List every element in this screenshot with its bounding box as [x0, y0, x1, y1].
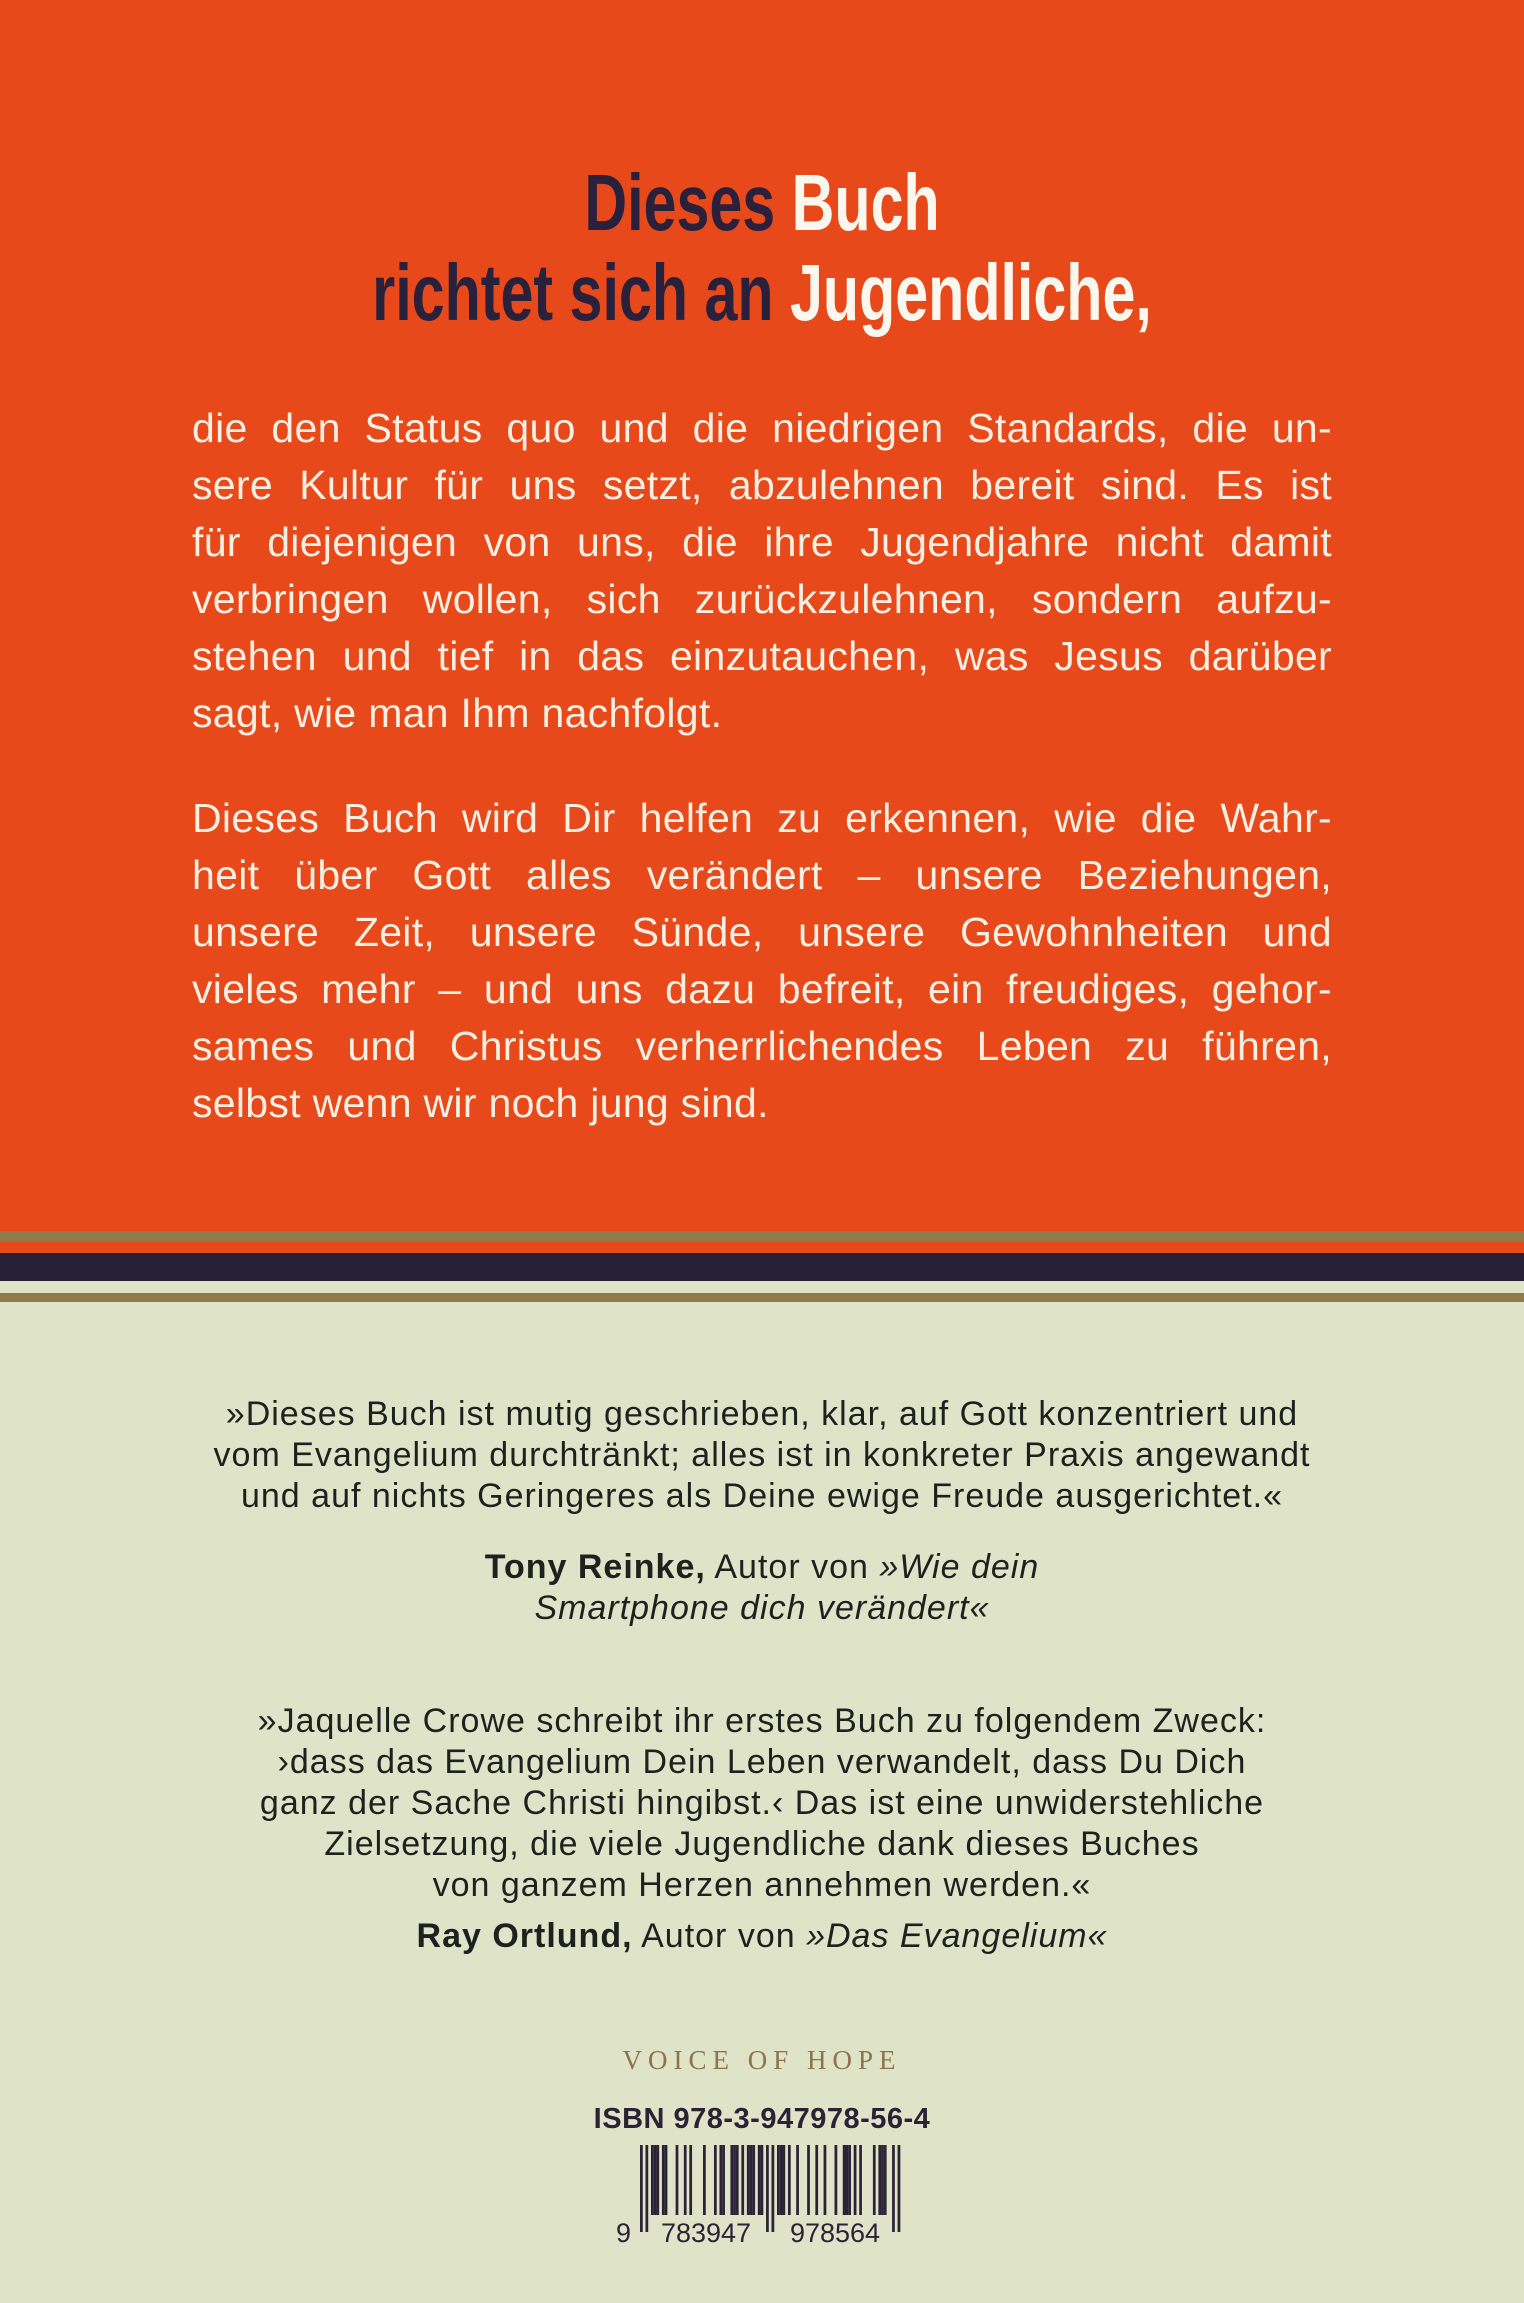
author-name: Ray Ortlund, — [416, 1917, 633, 1955]
blurb-text — [192, 400, 1332, 1132]
quote-line: ganz der Sache Christi hingibst.‹ Das ist eine unwiderstehliche — [259, 1784, 1265, 1822]
blurb-line: Dieses Buch wird Dir helfen zu erkennen, wie die Wahr- — [192, 795, 1332, 841]
blurb-line: sere Kultur für uns setzt, abzulehnen bereit sind. Es ist — [192, 462, 1332, 508]
publisher-wordmark: VOICE OF HOPE — [622, 2045, 902, 2075]
quote-attribution-1 — [0, 1547, 1524, 1629]
blurb-line: selbst wenn wir noch jung sind. — [192, 1080, 769, 1126]
title-line1-dark: Dieses — [584, 158, 792, 247]
author-role: Autor von — [632, 1917, 807, 1955]
attribution-line — [0, 1916, 1524, 1957]
attribution-line — [0, 1547, 1524, 1588]
blurb-line: die den Status quo und die niedrigen Standards, die un- — [192, 405, 1332, 451]
book-reference-line-2: Smartphone dich verändert« — [534, 1589, 990, 1627]
blurb-line: vieles mehr – und uns dazu befreit, ein freudiges, gehor- — [192, 966, 1332, 1012]
ean13-barcode — [612, 2145, 912, 2247]
book-reference: »Das Evangelium« — [806, 1917, 1108, 1955]
book-title — [198, 158, 1326, 338]
svg-text:783947: 783947 — [660, 2218, 752, 2247]
blurb-line: verbringen wollen, sich zurückzulehnen, sondern aufzu- — [192, 576, 1332, 622]
stripe-orange-thin — [0, 1242, 1524, 1253]
blurb-paragraph-2 — [192, 790, 1332, 1132]
author-role: Autor von — [705, 1548, 880, 1586]
quote-attribution-2 — [0, 1916, 1524, 1957]
title-line2-light: Jugendliche, — [789, 248, 1152, 337]
quote-line: und auf nichts Geringeres als Deine ewige Freude ausgerichtet.« — [240, 1477, 1283, 1515]
blurb-line: sagt, wie man Ihm nachfolgt. — [192, 690, 723, 736]
blurb-line: heit über Gott alles verändert – unsere Beziehungen, — [192, 852, 1332, 898]
quote-line: von ganzem Herzen annehmen werden.« — [432, 1866, 1092, 1904]
title-line-2 — [198, 248, 1326, 338]
isbn-text: ISBN 978-3-947978-56-4 — [593, 2103, 931, 2135]
stripe-gold-bottom — [0, 1293, 1524, 1302]
stripe-gold-top — [0, 1231, 1524, 1242]
author-name: Tony Reinke, — [484, 1548, 706, 1586]
barcode-area — [0, 2145, 1524, 2252]
endorsements-panel — [0, 1302, 1524, 2252]
title-line1-light: Buch — [791, 158, 940, 247]
svg-text:978564: 978564 — [789, 2218, 881, 2247]
stripe-cream-thin — [0, 1281, 1524, 1293]
stripe-navy — [0, 1253, 1524, 1281]
quote-line: »Dieses Buch ist mutig geschrieben, klar, auf Gott konzentriert und — [225, 1395, 1299, 1433]
book-reference: »Wie dein — [879, 1548, 1040, 1586]
quote-line: Zielsetzung, die viele Jugendliche dank dieses Buches — [324, 1825, 1200, 1863]
endorsement-quote-2 — [0, 1701, 1524, 1906]
svg-text:9: 9 — [616, 2218, 632, 2247]
title-line-1 — [198, 158, 1326, 248]
blurb-paragraph-1 — [192, 400, 1332, 742]
blurb-line: stehen und tief in das einzutauchen, was Jesus darüber — [192, 633, 1332, 679]
quote-line: vom Evangelium durchtränkt; alles ist in konkreter Praxis angewandt — [213, 1436, 1311, 1474]
blurb-line: unsere Zeit, unsere Sünde, unsere Gewohnheiten und — [192, 909, 1332, 955]
blurb-line: für diejenigen von uns, die ihre Jugendjahre nicht damit — [192, 519, 1332, 565]
quote-line: »Jaquelle Crowe schreibt ihr erstes Buch zu folgendem Zweck: — [257, 1702, 1267, 1740]
title-line2-dark: richtet sich an — [372, 248, 790, 337]
quote-line: ›dass das Evangelium Dein Leben verwandelt, dass Du Dich — [277, 1743, 1247, 1781]
endorsement-quote-1 — [0, 1302, 1524, 1517]
blurb-line: sames und Christus verherrlichendes Leben zu führen, — [192, 1023, 1332, 1069]
